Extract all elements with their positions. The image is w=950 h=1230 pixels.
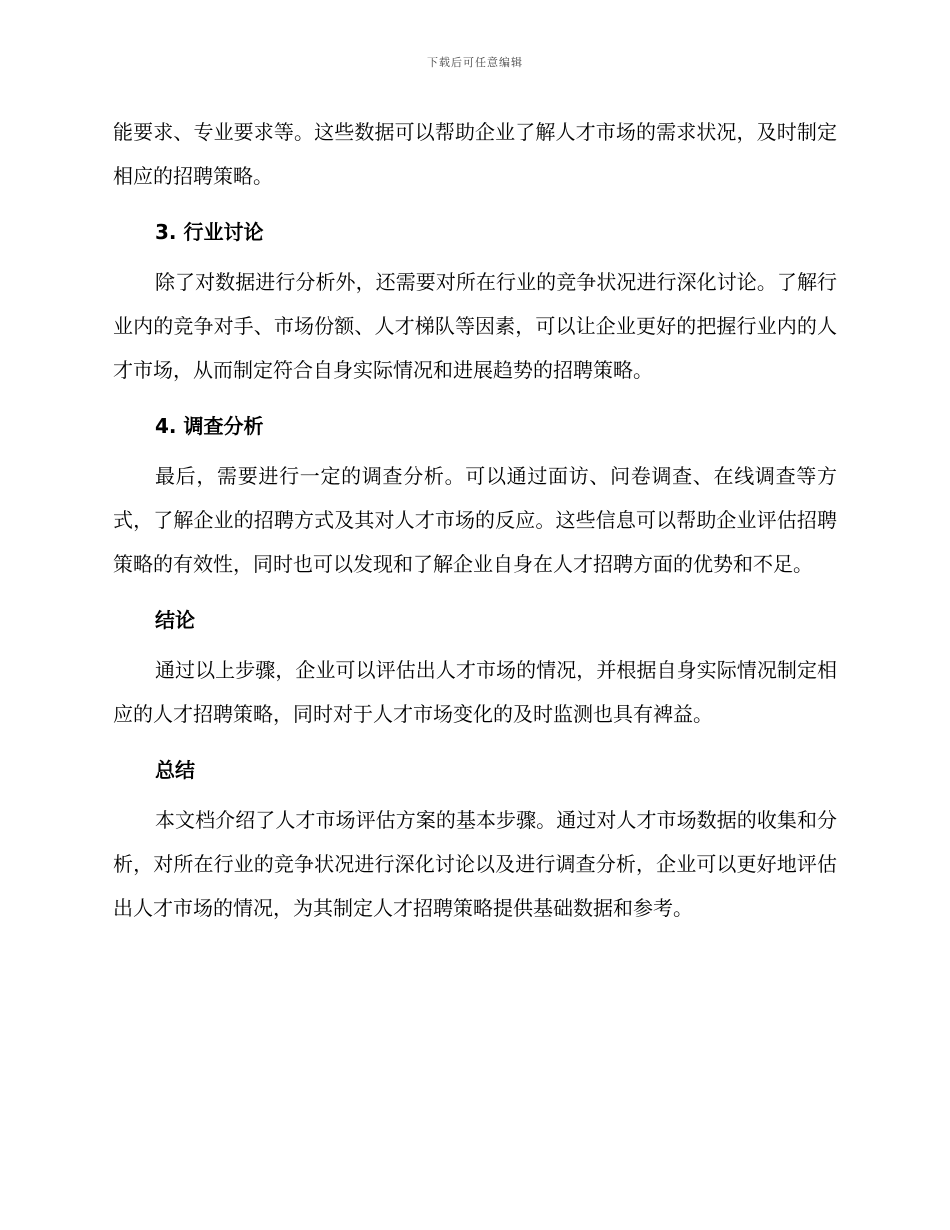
section-paragraph-conclusion: 通过以上步骤，企业可以评估出人才市场的情况，并根据自身实际情况制定相应的人才招聘策略，同时对于人才市场变化的及时监测也具有裨益。 [113, 658, 837, 726]
section-heading-conclusion: 结论 [155, 608, 195, 632]
spacer [113, 736, 837, 742]
document-body [113, 110, 837, 930]
section-heading-summary: 总结 [155, 758, 195, 782]
section-paragraph-industry-discussion: 除了对数据进行分析外，还需要对所在行业的竞争状况进行深化讨论。了解行业内的竞争对手、市场份额、人才梯队等因素，可以让企业更好的把握行业内的人才市场，从而制定符合自身实际情况和进展趋势的招聘策略。 [113, 270, 837, 382]
section-heading-survey-analysis: 4. 调查分析 [155, 414, 264, 438]
spacer [113, 198, 837, 204]
header-note: 下载后可任意编辑 [427, 56, 523, 69]
section-paragraph-survey-analysis: 最后，需要进行一定的调查分析。可以通过面访、问卷调查、在线调查等方式，了解企业的招聘方式及其对人才市场的反应。这些信息可以帮助企业评估招聘策略的有效性，同时也可以发现和了解企业自身在人才招聘方面的优势和不足。 [113, 464, 837, 576]
spacer [113, 392, 837, 398]
section-paragraph-summary: 本文档介绍了人才市场评估方案的基本步骤。通过对人才市场数据的收集和分析，对所在行业的竞争状况进行深化讨论以及进行调查分析，企业可以更好地评估出人才市场的情况，为其制定人才招聘策略提供基础数据和参考。 [113, 808, 837, 920]
section-heading-industry-discussion: 3. 行业讨论 [155, 220, 264, 244]
spacer [113, 586, 837, 592]
intro-paragraph: 能要求、专业要求等。这些数据可以帮助企业了解人才市场的需求状况，及时制定相应的招聘策略。 [113, 120, 837, 188]
